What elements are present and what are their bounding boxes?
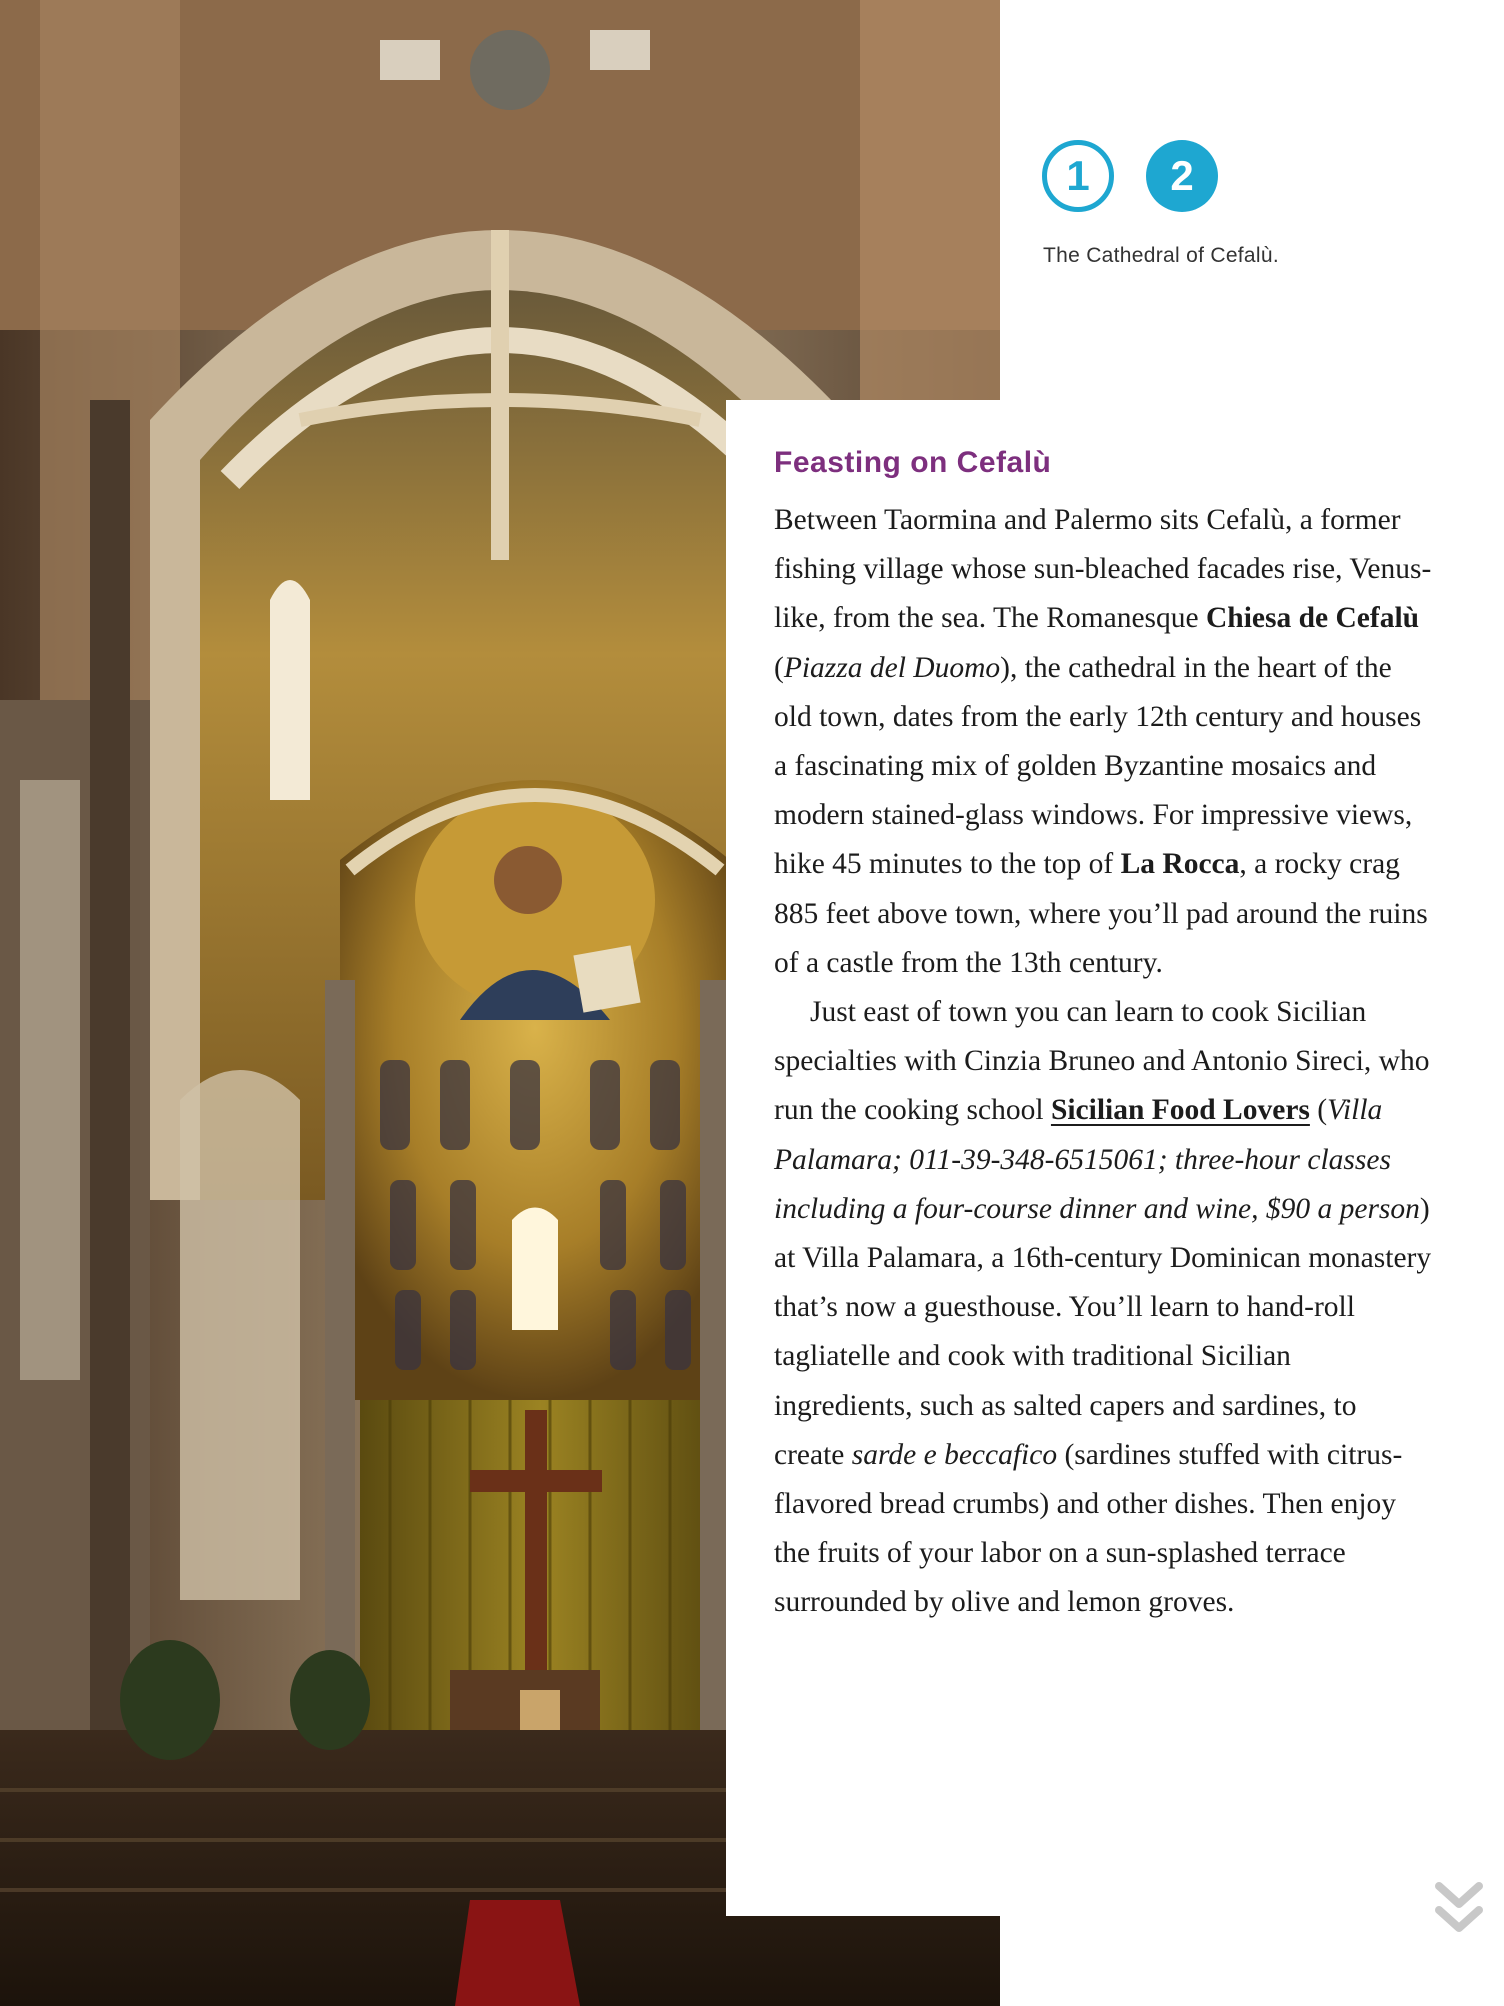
class-details-italic: Villa Palamara; 011-39-348-6515061; three-hour classes including a four-course dinner and wine, $90 a person [774,1094,1420,1225]
paragraph-1 [774,496,1432,988]
article-panel [726,400,1504,1916]
page-2-button[interactable]: 2 [1146,140,1218,212]
text-run: (sardines stuffed with citrus-flavored bread crumbs) and other dishes. Then enjoy the fruits of your labor on a sun-splashed terrace surrounded by olive and lemon groves. [774,1438,1403,1619]
photo-caption: The Cathedral of Cefalù. [1043,244,1279,267]
article-title: Feasting on Cefalù [774,446,1052,479]
text-run: ), the cathedral in the heart of the old town, dates from the early 12th century and houses a fascinating mix of golden Byzantine mosaics and modern stained-glass windows. For impressive views, hike 45 minutes to the top of [774,651,1422,881]
text-run: Just east of town you can learn to cook Sicilian specialties with Cinzia Bruneo and Antonio Sireci, who run the cooking school [774,996,1430,1127]
text-run: ( [1309,1094,1328,1127]
sicilian-food-lovers-link[interactable]: Sicilian Food Lovers [1050,1094,1310,1127]
text-run: Between Taormina and Palermo sits Cefalù, a former fishing village whose sun-bleached facades rise, Venus-like, from the sea. The Romanesque [774,504,1432,635]
dish-name-italic: sarde e beccafico [851,1438,1058,1471]
text-run: ) at Villa Palamara, a 16th-century Dominican monastery that’s now a guesthouse. You’ll learn to hand-roll tagliatelle and cook with traditional Sicilian ingredients, such as salted capers and sardines, to create [774,1192,1432,1471]
place-name-chiesa: Chiesa de Cefalù [1206,602,1420,635]
address-italic: Piazza del Duomo [783,651,1001,684]
place-name-la-rocca: La Rocca [1120,848,1240,881]
paragraph-2 [774,988,1432,1628]
text-run: ( [774,651,784,684]
double-chevron-down-icon[interactable] [1434,1880,1484,1936]
text-run: , a rocky crag 885 feet above town, where you’ll pad around the ruins of a castle from the 13th century. [774,848,1428,979]
article-body [774,496,1432,1628]
page-1-button[interactable]: 1 [1042,140,1114,212]
